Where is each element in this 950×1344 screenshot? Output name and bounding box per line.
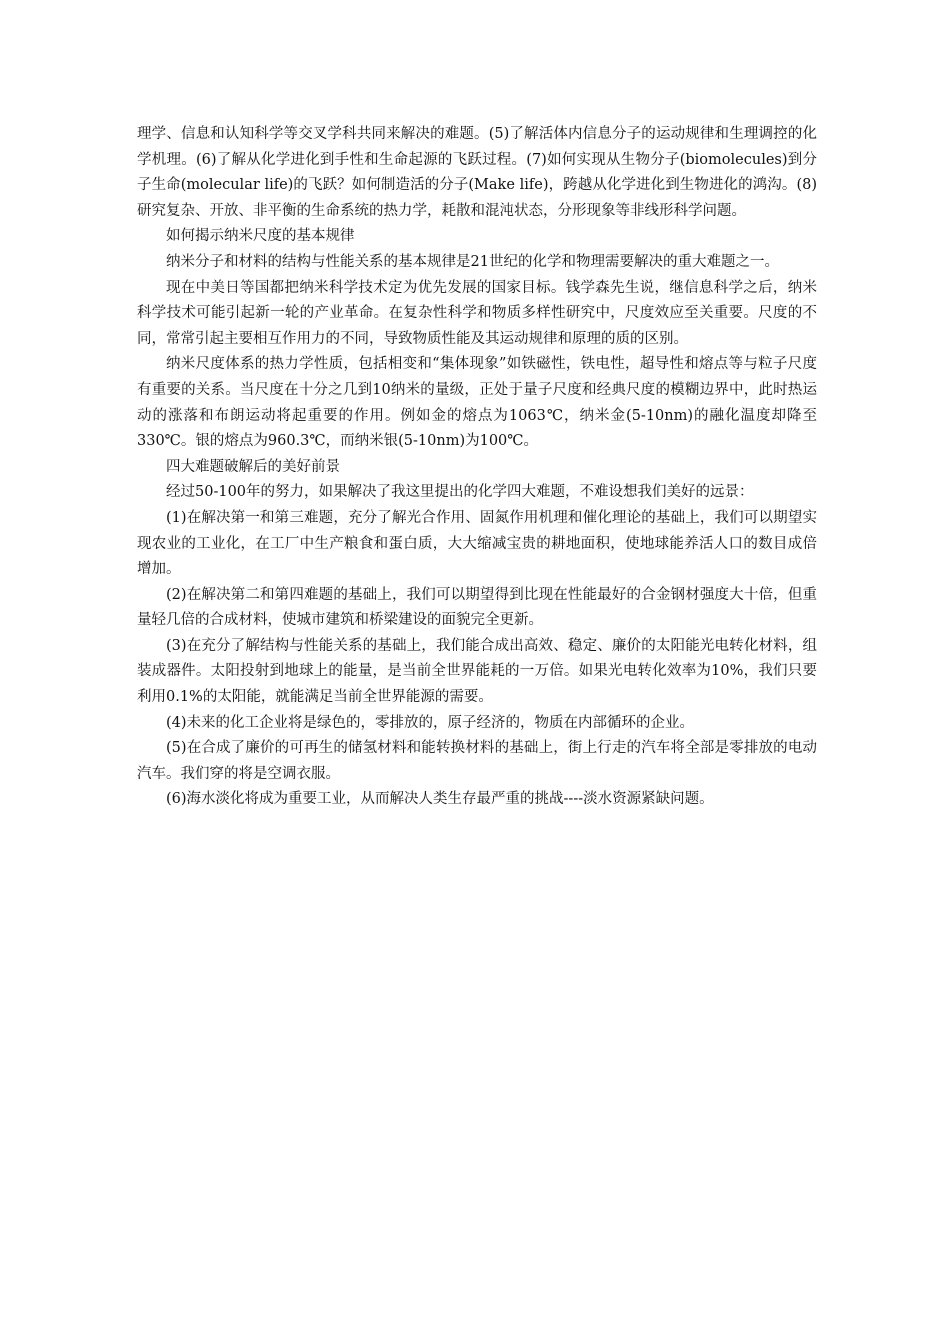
list-item-4: (4)未来的化工企业将是绿色的，零排放的，原子经济的，物质在内部循环的企业。 bbox=[166, 714, 695, 731]
paragraph-prospects-intro: 经过50-100年的努力，如果解决了我这里提出的化学四大难题，不难设想我们美好的远景： bbox=[166, 484, 754, 501]
paragraph-continuation: 理学、信息和认知科学等交叉学科共同来解决的难题。(5)了解活体内信息分子的运动规律和生理调控的化学机理。(6)了解从化学进化到手性和生命起源的飞跃过程。(7)如何实现从生物分子(biomolecules)到分子生命(molecular life)的飞跃？如何制造活的分子(Make life)，跨越从化学进化到生物进化的鸿沟。(8)研究复杂、开放、非平衡的生命系统的热力学，耗散和混沌状态，分形现象等非线形科学问题。 bbox=[137, 126, 817, 219]
list-item-2: (2)在解决第二和第四难题的基础上，我们可以期望得到比现在性能最好的合金钢材强度大十倍，但重量轻几倍的合成材料，使城市建筑和桥梁建设的面貌完全更新。 bbox=[137, 586, 817, 629]
section-heading-prospects: 四大难题破解后的美好前景 bbox=[166, 458, 340, 475]
paragraph-nano-thermodynamics: 纳米尺度体系的热力学性质，包括相变和“集体现象”如铁磁性，铁电性，超导性和熔点等与粒子尺度有重要的关系。当尺度在十分之几到10纳米的量级，正处于量子尺度和经典尺度的模糊边界中，此时热运动的涨落和布朗运动将起重要的作用。例如金的熔点为1063℃，纳米金(5-10nm)的融化温度却降至330℃。银的熔点为960.3℃，而纳米银(5-10nm)为100℃。 bbox=[137, 356, 817, 450]
list-item-6: (6)海水淡化将成为重要工业，从而解决人类生存最严重的挑战----淡水资源紧缺问题。 bbox=[166, 791, 714, 808]
list-item-5: (5)在合成了廉价的可再生的储氢材料和能转换材料的基础上，街上行走的汽车将全部是零排放的电动汽车。我们穿的将是空调衣服。 bbox=[137, 740, 817, 782]
section-heading-nanoscale: 如何揭示纳米尺度的基本规律 bbox=[166, 228, 355, 245]
document-page bbox=[137, 122, 817, 813]
list-item-3: (3)在充分了解结构与性能关系的基础上，我们能合成出高效、稳定、廉价的太阳能光电转化材料，组装成器件。太阳投射到地球上的能量，是当前全世界能耗的一万倍。如果光电转化效率为10%，我们只要利用0.1%的太阳能，就能满足当前全世界能源的需要。 bbox=[137, 637, 817, 706]
paragraph-nano-structure: 纳米分子和材料的结构与性能关系的基本规律是21世纪的化学和物理需要解决的重大难题之一。 bbox=[166, 253, 779, 270]
list-item-1: (1)在解决第一和第三难题，充分了解光合作用、固氮作用机理和催化理论的基础上，我们可以期望实现农业的工业化，在工厂中生产粮食和蛋白质，大大缩减宝贵的耕地面积，使地球能养活人口的数目成倍增加。 bbox=[137, 509, 817, 578]
paragraph-nano-priority: 现在中美日等国都把纳米科学技术定为优先发展的国家目标。钱学森先生说，继信息科学之后，纳米科学技术可能引起新一轮的产业革命。在复杂性科学和物质多样性研究中，尺度效应至关重要。尺度的不同，常常引起主要相互作用力的不同，导致物质性能及其运动规律和原理的质的区别。 bbox=[137, 279, 817, 347]
